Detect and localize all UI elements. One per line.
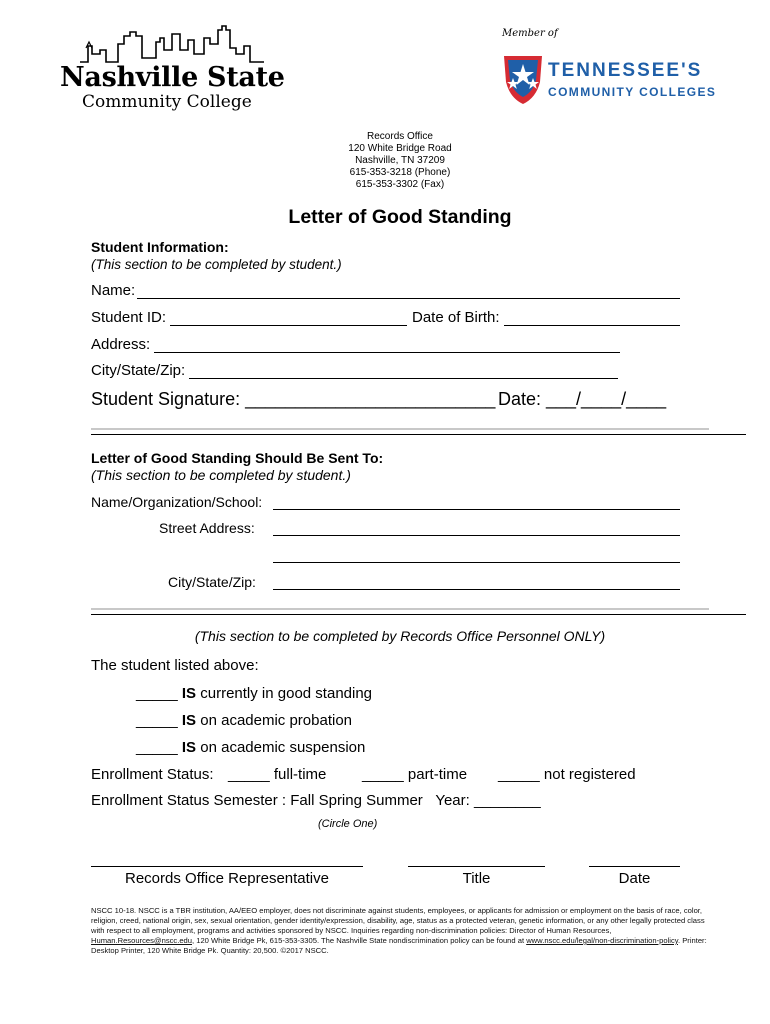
sent-to-note: (This section to be completed by student.) bbox=[91, 467, 351, 483]
address-field[interactable] bbox=[154, 336, 620, 353]
semester-summer[interactable]: Summer bbox=[366, 792, 423, 809]
not-registered-option[interactable]: _____ not registered bbox=[498, 766, 636, 783]
status-option-suspension[interactable] bbox=[136, 739, 365, 756]
section-divider bbox=[91, 434, 746, 435]
part-time-option[interactable]: _____ part-time bbox=[362, 766, 468, 783]
student-signature-field[interactable]: Student Signature: _________________________ bbox=[91, 389, 496, 409]
status-text: on academic probation bbox=[196, 712, 353, 729]
section-divider bbox=[91, 608, 709, 610]
tbr-title: TENNESSEE'S bbox=[548, 60, 703, 81]
nscc-subname: Community College bbox=[82, 92, 252, 112]
semester-spring[interactable]: Spring bbox=[318, 792, 362, 809]
status-text: currently in good standing bbox=[196, 685, 373, 702]
circle-one-note: (Circle One) bbox=[318, 818, 378, 830]
dob-label: Date of Birth: bbox=[412, 309, 500, 326]
section-divider bbox=[91, 614, 746, 615]
office-phone: 615-353-3218 (Phone) bbox=[349, 167, 451, 178]
office-street: 120 White Bridge Road bbox=[348, 143, 452, 154]
policy-link[interactable]: www.nscc.edu/legal/non-discrimination-policy bbox=[526, 936, 678, 945]
signature-date-field[interactable]: Date: ___/____/____ bbox=[498, 389, 667, 409]
full-time-option[interactable]: _____ full-time bbox=[228, 766, 327, 783]
city-state-zip-field[interactable] bbox=[189, 362, 618, 379]
section-divider bbox=[91, 428, 709, 430]
footer-text-1: NSCC 10-18. NSCC is a TBR institution, AA/EEO employer, does not discriminate against students, employees, or applicants for admission or employment on the basis of race, color, religion, creed, national origin, sex, sexual orientation, gender identity/expression, disability, age, status as a protected veteran, genetic information, or any other legally protected class with respect to all employment, programs and activities sponsored by NSCC. Inquiries regarding non-discrimination policies: Director of Human Resources, bbox=[91, 906, 705, 935]
representative-label: Records Office Representative bbox=[125, 870, 329, 887]
tennessee-star-shield-icon bbox=[500, 52, 546, 106]
organization-label: Name/Organization/School: bbox=[91, 494, 263, 510]
street-address-field[interactable] bbox=[273, 520, 680, 536]
representative-signature-line[interactable] bbox=[91, 852, 363, 867]
page-title: Letter of Good Standing bbox=[288, 206, 512, 228]
address-label: Address: bbox=[91, 336, 151, 353]
student-id-field[interactable] bbox=[170, 309, 407, 326]
records-section-note: (This section to be completed by Records Office Personnel ONLY) bbox=[194, 628, 606, 644]
status-blank: _____ bbox=[136, 739, 178, 756]
date-signature-line[interactable] bbox=[589, 852, 680, 867]
year-field[interactable]: Year: ________ bbox=[435, 792, 541, 809]
semester-row bbox=[91, 792, 541, 809]
semester-label: Enrollment Status Semester : bbox=[91, 792, 291, 809]
street-address-label: Street Address: bbox=[159, 520, 255, 536]
sent-to-heading: Letter of Good Standing Should Be Sent To: bbox=[91, 450, 384, 466]
title-label: Title bbox=[462, 870, 491, 887]
office-city: Nashville, TN 37209 bbox=[355, 155, 445, 166]
enrollment-status-label: Enrollment Status: bbox=[91, 766, 214, 783]
status-blank: _____ bbox=[136, 712, 178, 729]
is-label: IS bbox=[181, 712, 197, 729]
date-label: Date bbox=[618, 870, 651, 887]
status-option-probation[interactable] bbox=[136, 712, 352, 729]
student-section-heading: Student Information: bbox=[91, 239, 229, 255]
city-state-zip-label: City/State/Zip: bbox=[91, 362, 186, 379]
tbr-logo bbox=[500, 52, 730, 108]
nscc-logo bbox=[60, 24, 290, 112]
semester-fall[interactable]: Fall bbox=[290, 792, 315, 809]
status-blank: _____ bbox=[136, 685, 178, 702]
organization-field[interactable] bbox=[273, 494, 680, 510]
recipient-city-state-zip-label: City/State/Zip: bbox=[168, 574, 256, 590]
street-address-field-2[interactable] bbox=[273, 547, 680, 563]
office-fax: 615-353-3302 (Fax) bbox=[355, 179, 445, 190]
tbr-subtitle: COMMUNITY COLLEGES bbox=[548, 85, 717, 99]
title-signature-line[interactable] bbox=[408, 852, 545, 867]
is-label: IS bbox=[181, 739, 197, 756]
dob-field[interactable] bbox=[504, 309, 680, 326]
nashville-skyline-icon bbox=[60, 24, 290, 66]
name-label: Name: bbox=[91, 282, 136, 299]
status-text: on academic suspension bbox=[196, 739, 366, 756]
status-option-good-standing[interactable] bbox=[136, 685, 372, 702]
is-label: IS bbox=[181, 685, 197, 702]
member-of-label: Member of bbox=[502, 28, 558, 39]
student-section-note: (This section to be completed by student.) bbox=[91, 257, 342, 272]
nondiscrimination-footer bbox=[91, 906, 711, 956]
recipient-city-state-zip-field[interactable] bbox=[273, 574, 680, 590]
office-name: Records Office bbox=[367, 131, 433, 142]
nscc-name: Nashville State bbox=[60, 62, 285, 93]
name-field[interactable] bbox=[137, 282, 680, 299]
hr-email-link[interactable]: Human.Resources@nscc.edu bbox=[91, 936, 192, 945]
footer-text-2: , 120 White Bridge Pk, 615-353-3305. The Nashville State nondiscrimination policy can be found at bbox=[192, 936, 527, 945]
student-listed-label: The student listed above: bbox=[91, 657, 259, 674]
footer-text-3: . Printer: Desktop Printer, 120 White Bridge Pk. Quantity: 20,500. ©2017 NSCC. bbox=[91, 936, 707, 955]
student-id-label: Student ID: bbox=[91, 309, 167, 326]
